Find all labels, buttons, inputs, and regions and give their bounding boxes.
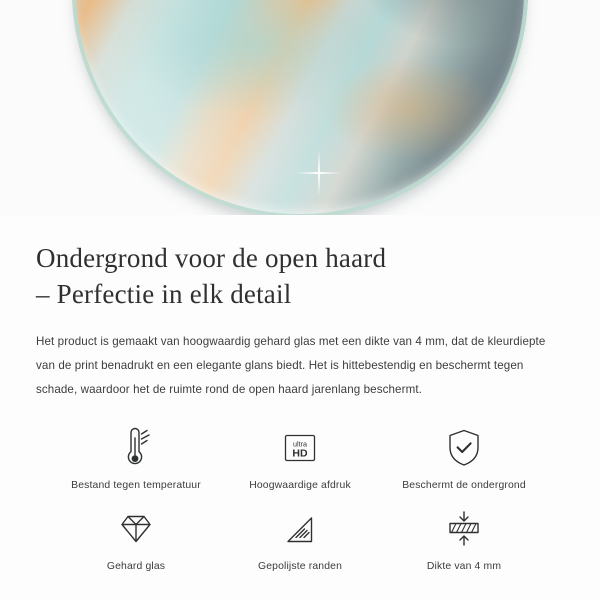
feature-item-temperature bbox=[54, 424, 218, 491]
page-title-line-1: Ondergrond voor de open haard bbox=[36, 243, 387, 273]
feature-label: Gepolijste randen bbox=[258, 560, 342, 572]
hero-image bbox=[0, 0, 600, 215]
ultra-hd-icon bbox=[280, 424, 320, 472]
feature-label: Dikte van 4 mm bbox=[426, 560, 502, 572]
glass-disc-product-image bbox=[72, 0, 528, 215]
svg-text:ultra: ultra bbox=[293, 438, 307, 448]
feature-label: Beschermt de ondergrond bbox=[402, 479, 526, 491]
feature-label: Gehard glas bbox=[106, 560, 166, 572]
content-area bbox=[0, 241, 600, 572]
feature-item-polished-edges bbox=[218, 505, 382, 572]
shield-check-icon bbox=[444, 424, 484, 472]
polished-edges-icon bbox=[280, 505, 320, 553]
feature-item-print-quality bbox=[218, 424, 382, 491]
page-title bbox=[36, 241, 564, 312]
feature-item-surface-protection bbox=[382, 424, 546, 491]
thickness-arrows-icon bbox=[442, 505, 486, 553]
page-title-line-2: – Perfectie in elk detail bbox=[36, 278, 292, 309]
feature-item-tempered-glass bbox=[54, 505, 218, 572]
feature-grid bbox=[36, 424, 564, 572]
feature-item-thickness bbox=[382, 505, 546, 572]
feature-label: Hoogwaardige afdruk bbox=[249, 479, 351, 491]
diamond-icon bbox=[114, 505, 158, 553]
thermometer-icon bbox=[117, 424, 155, 472]
feature-label: Bestand tegen temperatuur bbox=[71, 479, 201, 491]
description-paragraph: Het product is gemaakt van hoogwaardig gehard glas met een dikte van 4 mm, dat de kleurdiepte van de print benadrukt en een elegante glans biedt. Het is hittebestendig en beschermt tegen schade, waardoor het de ruimte rond de open haard jarenlang beschermt. bbox=[36, 335, 546, 396]
svg-text:HD: HD bbox=[292, 447, 308, 460]
